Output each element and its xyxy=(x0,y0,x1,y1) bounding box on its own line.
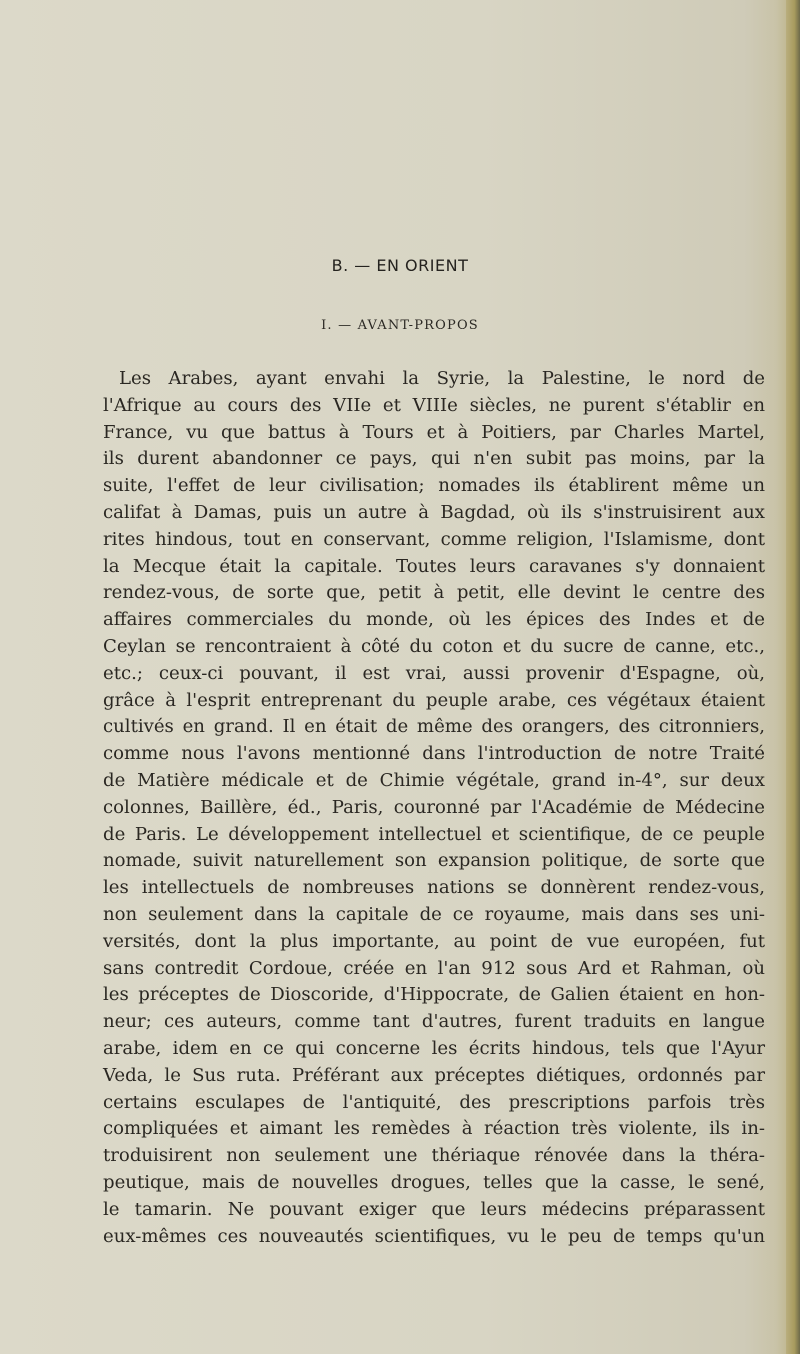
page-edge xyxy=(786,0,800,1354)
text-line: la Mecque était la capitale. Toutes leurs caravanes s'y donnaient xyxy=(103,555,765,577)
text-line: versités, dont la plus importante, au point de vue européen, fut xyxy=(103,930,765,952)
text-line: les intellectuels de nombreuses nations se donnèrent rendez-vous, xyxy=(103,877,765,899)
text-line: sans contredit Cordoue, créée en l'an 912 sous Ard et Rahman, où xyxy=(103,957,765,979)
text-line: eux-mêmes ces nouveautés scientifiques, vu le peu de temps qu'un xyxy=(103,1225,765,1247)
text-line: non seulement dans la capitale de ce royaume, mais dans ses uni- xyxy=(103,903,765,925)
text-line: France, vu que battus à Tours et à Poitiers, par Charles Martel, xyxy=(103,421,765,443)
text-line: peutique, mais de nouvelles drogues, telles que la casse, le sené, xyxy=(103,1171,765,1193)
text-line: cultivés en grand. Il en était de même des orangers, des citronniers, xyxy=(103,716,765,738)
text-line: colonnes, Baillère, éd., Paris, couronné par l'Académie de Médecine xyxy=(103,796,765,818)
text-line: Veda, le Sus ruta. Préférant aux préceptes diétiques, ordonnés par xyxy=(103,1064,765,1086)
text-line: nomade, suivit naturellement son expansion politique, de sorte que xyxy=(103,850,765,872)
text-line: affaires commerciales du monde, où les épices des Indes et de xyxy=(103,609,765,631)
text-line: Ceylan se rencontraient à côté du coton et du sucre de canne, etc., xyxy=(103,635,765,657)
text-line: compliquées et aimant les remèdes à réaction très violente, ils in- xyxy=(103,1118,765,1140)
text-line: les préceptes de Dioscoride, d'Hippocrate, de Galien étaient en hon- xyxy=(103,984,765,1006)
text-line: Les Arabes, ayant envahi la Syrie, la Palestine, le nord de xyxy=(119,368,765,389)
text-line: de Paris. Le développement intellectuel et scientifique, de ce peuple xyxy=(103,823,765,845)
text-line: rites hindous, tout en conservant, comme religion, l'Islamisme, dont xyxy=(103,528,765,550)
text-line: comme nous l'avons mentionné dans l'introduction de notre Traité xyxy=(103,743,765,765)
text-line: le tamarin. Ne pouvant exiger que leurs médecins préparassent xyxy=(103,1198,765,1220)
text-line: troduisirent non seulement une thériaque rénovée dans la théra- xyxy=(103,1145,765,1167)
text-line: certains esculapes de l'antiquité, des prescriptions parfois très xyxy=(103,1091,765,1113)
section-heading: B. — EN ORIENT xyxy=(331,256,469,275)
sub-heading: I. — AVANT-PROPOS xyxy=(321,318,479,333)
text-line: etc.; ceux-ci pouvant, il est vrai, aussi provenir d'Espagne, où, xyxy=(103,662,765,684)
text-line: arabe, idem en ce qui concerne les écrits hindous, tels que l'Ayur xyxy=(103,1037,765,1059)
text-line: ils durent abandonner ce pays, qui n'en subit pas moins, par la xyxy=(103,448,765,470)
text-line: suite, l'effet de leur civilisation; nomades ils établirent même un xyxy=(103,475,765,497)
text-line: de Matière médicale et de Chimie végétale, grand in-4°, sur deux xyxy=(103,769,765,791)
text-line: l'Afrique au cours des VIIe et VIIIe siècles, ne purent s'établir en xyxy=(103,394,765,416)
text-line: califat à Damas, puis un autre à Bagdad, où ils s'instruisirent aux xyxy=(103,501,765,523)
text-line: neur; ces auteurs, comme tant d'autres, furent traduits en langue xyxy=(103,1011,765,1033)
text-line: rendez-vous, de sorte que, petit à petit, elle devint le centre des xyxy=(103,582,765,604)
text-line: grâce à l'esprit entreprenant du peuple arabe, ces végétaux étaient xyxy=(103,689,765,711)
body-paragraph xyxy=(103,366,765,1250)
